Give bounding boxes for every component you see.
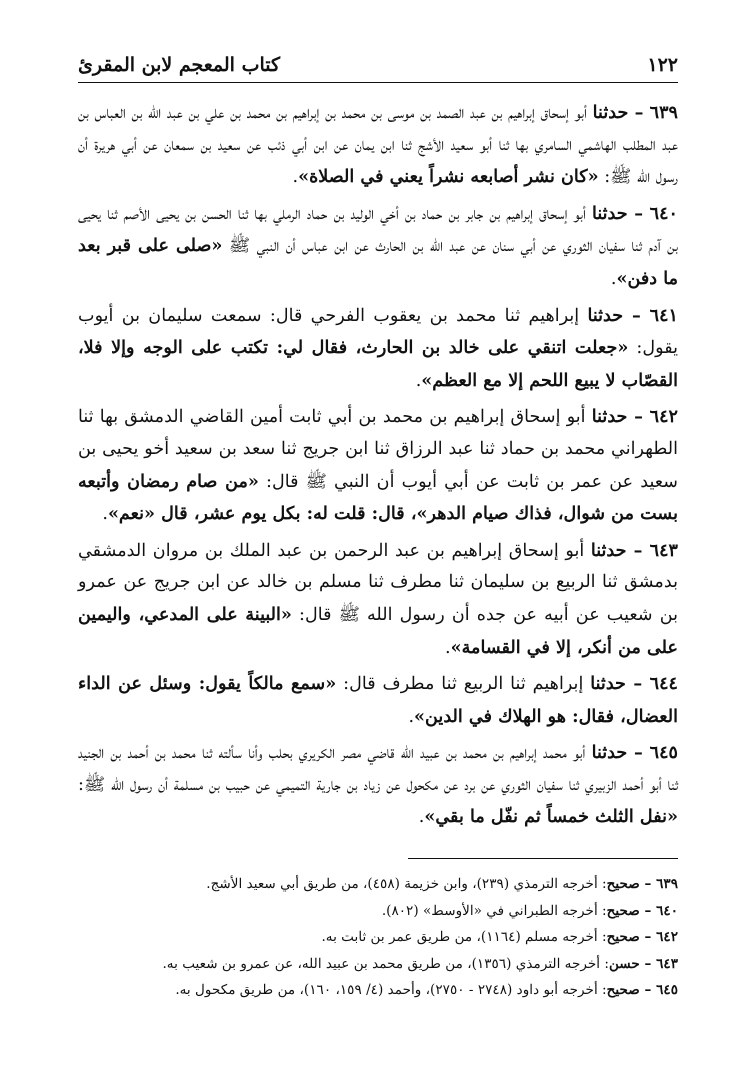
entry-number: ٦٤٠	[649, 202, 678, 224]
hadith-entry-644: ٦٤٤ – حدثنا إبراهيم ثنا الربيع ثنا مطرف قال: «سمع مالكاً يقول: وسئل عن الداء العضال، فقال: هو الهلاك في الدين».	[78, 673, 678, 727]
entry-number: ٦٤٤	[649, 673, 678, 695]
entry-lead: حدثنا	[591, 742, 628, 764]
footnote-number: ٦٤٥	[656, 982, 678, 999]
footnote-text: : أخرجه الترمذي (١٣٥٦)، من طريق محمد بن عبيد الله، عن عمرو بن شعيب به.	[162, 955, 609, 972]
entry-tail: .	[418, 807, 425, 828]
hadith-entry-643: ٦٤٣ – حدثنا أبو إسحاق إبراهيم بن عبد الرحمن بن عبد الملك بن مروان الدمشقي بدمشق ثنا الربيع بن سليمان ثنا مطرف ثنا مسلم بن خالد عن ابن جريج عن عمرو بن شعيب عن أبيه عن جده أن رسول الله ﷺ قال: «البينة على المدعي، واليمين على من أنكر، إلا في القسامة».	[78, 539, 679, 658]
entry-quote: «جعلت اتنقي على خالد بن الحارث، فقال لي: تكتب على الوجه وإلا فلا، القصّاب لا يبيع اللحم إلا مع العظم»	[78, 337, 678, 391]
footnote-grade: صحيح	[606, 982, 640, 999]
entry-quote: «نفل الثلث خمساً ثم نفّل ما بقي»	[424, 806, 678, 828]
footnote-grade: صحيح	[606, 929, 640, 946]
hadith-entry-645: ٦٤٥ – حدثنا أبو محمد إبراهيم بن محمد بن عبيد الله قاضي مصر الكريري بحلب وأنا سألته ثنا محمد بن أحمد بن الجنيد ثنا أبو أحمد الزبيري ثنا سفيان الثوري عن برد عن مكحول عن زياد بن جارية التميمي عن حبيب بن مسلمة أن رسول الله ﷺ: «نفل الثلث خمساً ثم نفّل ما بقي».	[78, 742, 678, 828]
main-text	[78, 97, 678, 834]
footnote-645: ٦٤٥ – صحيح: أخرجه أبو داود (٢٧٤٨ - ٢٧٥٠)، وأحمد (٤/ ١٥٩، ١٦٠)، من طريق مكحول به.	[175, 982, 678, 999]
footnote-number: ٦٤٠	[656, 902, 678, 919]
entry-quote: «صلى على قبر بعد ما دفن»	[78, 235, 678, 289]
entry-text: إبراهيم ثنا الربيع ثنا مطرف قال:	[336, 674, 591, 695]
footnote-text: : أخرجه الترمذي (٢٣٩)، وابن خزيمة (٤٥٨)، من طريق أبي سعيد الأشج.	[206, 876, 607, 893]
footnote-640: ٦٤٠ – صحيح: أخرجه الطبراني في «الأوسط» (٨٠٢).	[381, 902, 678, 919]
entry-lead: حدثنا	[591, 202, 628, 224]
footnote-grade: صحيح	[606, 876, 640, 893]
entry-lead: حدثنا	[592, 102, 629, 123]
footnote-number: ٦٤٣	[656, 955, 678, 972]
footnote-grade: حسن	[608, 955, 640, 972]
hadith-entry-640: ٦٤٠ – حدثنا أبو إسحاق إبراهيم بن جابر بن حماد بن أخي الوليد بن حماد الرملي بها ثنا الحسن بن يحيى الأصم ثنا يحيى بن آدم ثنا سفيان الثوري عن أبي سنان عن عبد الله بن الحارث عن ابن عباس أن النبي ﷺ «صلى على قبر بعد ما دفن».	[78, 202, 678, 289]
entry-quote: «من صام رمضان وأتبعه بست من شوال، فذاك صيام الدهر»، قال: قلت له: بكل يوم عشر، قال «نعم»	[78, 470, 678, 525]
entry-tail: .	[610, 268, 617, 289]
footnote-643: ٦٤٣ – حسن: أخرجه الترمذي (١٣٥٦)، من طريق محمد بن عبيد الله، عن عمرو بن شعيب به.	[162, 955, 678, 972]
footnotes	[78, 871, 678, 1004]
footnote-divider	[408, 858, 678, 859]
entry-tail: .	[292, 167, 299, 188]
entry-number: ٦٤٥	[649, 742, 678, 764]
entry-text: أبو إسحاق إبراهيم بن عبد الصمد بن موسى بن محمد بن إبراهيم بن محمد بن علي بن عبد الله بن العباس بن عبد المطلب الهاشمي السامري بها ثنا أبو سعيد الأشج ثنا ابن يمان عن ابن أبي ذئب عن سعيد بن سمعان عن أبي هريرة أن رسول الله ﷺ:	[78, 103, 678, 188]
footnote-number: ٦٣٩	[656, 876, 678, 893]
entry-lead: حدثنا	[590, 539, 627, 561]
entry-text: أبو إسحاق إبراهيم بن جابر بن حماد بن أخي الوليد بن حماد الرملي بها ثنا الحسن بن يحيى الأصم ثنا يحيى بن آدم ثنا سفيان الثوري عن أبي سنان عن عبد الله بن الحارث عن ابن عباس أن النبي ﷺ	[78, 203, 678, 257]
entry-quote: «كان نشر أصابعه نشراً يعني في الصلاة»	[298, 166, 599, 188]
entry-tail: .	[445, 637, 451, 658]
entry-quote: «سمع مالكاً يقول: وسئل عن الداء العضال، فقال: هو الهلاك في الدين»	[78, 673, 678, 727]
entry-text: إبراهيم ثنا محمد بن يعقوب الفرحي قال: سمعت سليمان بن أيوب يقول:	[78, 305, 678, 359]
entry-tail: .	[408, 706, 415, 727]
footnote-text: : أخرجه أبو داود (٢٧٤٨ - ٢٧٥٠)، وأحمد (٤/ ١٥٩، ١٦٠)، من طريق مكحول به.	[175, 982, 607, 999]
hadith-entry-642: ٦٤٢ – حدثنا أبو إسحاق إبراهيم بن محمد بن أبي ثابت أمين القاضي الدمشق بها ثنا الطهراني محمد بن حماد ثنا عبد الرزاق ثنا ابن جريج ثنا سعد بن سعيد أخو يحيى بن سعيد عن عمر بن ثابت عن أبي أيوب أن النبي ﷺ قال: «من صام رمضان وأتبعه بست من شوال، فذاك صيام الدهر»، قال: قلت له: بكل يوم عشر، قال «نعم».	[78, 406, 678, 525]
footnote-grade: صحيح	[606, 902, 640, 919]
entry-tail: .	[102, 504, 108, 525]
entry-number: ٦٤٢	[649, 406, 678, 428]
page-header	[78, 42, 678, 76]
entry-text: أبو إسحاق إبراهيم بن محمد بن أبي ثابت أمين القاضي الدمشق بها ثنا الطهراني محمد بن حماد ثنا عبد الرزاق ثنا ابن جريج ثنا سعد بن سعيد أخو يحيى بن سعيد عن عمر بن ثابت عن أبي أيوب أن النبي ﷺ قال:	[78, 407, 678, 492]
entry-text: أبو إسحاق إبراهيم بن عبد الرحمن بن عبد الملك بن مروان الدمشقي بدمشق ثنا الربيع بن سليمان ثنا مطرف ثنا مسلم بن خالد عن ابن جريج عن عمرو بن شعيب عن أبيه عن جده أن رسول الله ﷺ قال:	[78, 540, 679, 625]
hadith-entry-639: ٦٣٩ – حدثنا أبو إسحاق إبراهيم بن عبد الصمد بن موسى بن محمد بن إبراهيم بن محمد بن علي بن عبد الله بن العباس بن عبد المطلب الهاشمي السامري بها ثنا أبو سعيد الأشج ثنا ابن يمان عن ابن أبي ذئب عن سعيد بن سمعان عن أبي هريرة أن رسول الله ﷺ: «كان نشر أصابعه نشراً يعني في الصلاة».	[78, 102, 678, 188]
header-divider	[78, 82, 678, 83]
page-number: ١٢٢	[647, 54, 678, 76]
entry-lead: حدثنا	[590, 673, 626, 695]
entry-lead: حدثنا	[587, 304, 624, 326]
entry-text: أبو محمد إبراهيم بن محمد بن عبيد الله قاضي مصر الكريري بحلب وأنا سألته ثنا محمد بن أحمد بن الجنيد ثنا أبو أحمد الزبيري ثنا سفيان الثوري عن برد عن مكحول عن زياد بن جارية التميمي عن حبيب بن مسلمة أن رسول الله ﷺ:	[78, 743, 678, 795]
hadith-entry-641: ٦٤١ – حدثنا إبراهيم ثنا محمد بن يعقوب الفرحي قال: سمعت سليمان بن أيوب يقول: «جعلت اتنقي على خالد بن الحارث، فقال لي: تكتب على الوجه وإلا فلا، القصّاب لا يبيع اللحم إلا مع العظم».	[78, 304, 678, 391]
entry-number: ٦٤١	[649, 304, 678, 326]
entry-number: ٦٣٩	[649, 102, 678, 123]
book-page	[78, 42, 678, 1004]
entry-number: ٦٤٣	[649, 539, 678, 561]
footnote-number: ٦٤٢	[656, 929, 678, 946]
book-title: كتاب المعجم لابن المقرئ	[78, 54, 281, 76]
entry-quote: «البينة على المدعي، واليمين على من أنكر، إلا في القسامة»	[78, 603, 678, 658]
entry-tail: .	[415, 370, 422, 391]
footnote-text: : أخرجه الطبراني في «الأوسط» (٨٠٢).	[381, 902, 607, 919]
entry-lead: حدثنا	[591, 406, 628, 428]
footnote-text: : أخرجه مسلم (١١٦٤)، من طريق عمر بن ثابت به.	[321, 929, 607, 946]
footnote-639: ٦٣٩ – صحيح: أخرجه الترمذي (٢٣٩)، وابن خزيمة (٤٥٨)، من طريق أبي سعيد الأشج.	[206, 876, 678, 893]
footnote-642: ٦٤٢ – صحيح: أخرجه مسلم (١١٦٤)، من طريق عمر بن ثابت به.	[321, 929, 678, 946]
